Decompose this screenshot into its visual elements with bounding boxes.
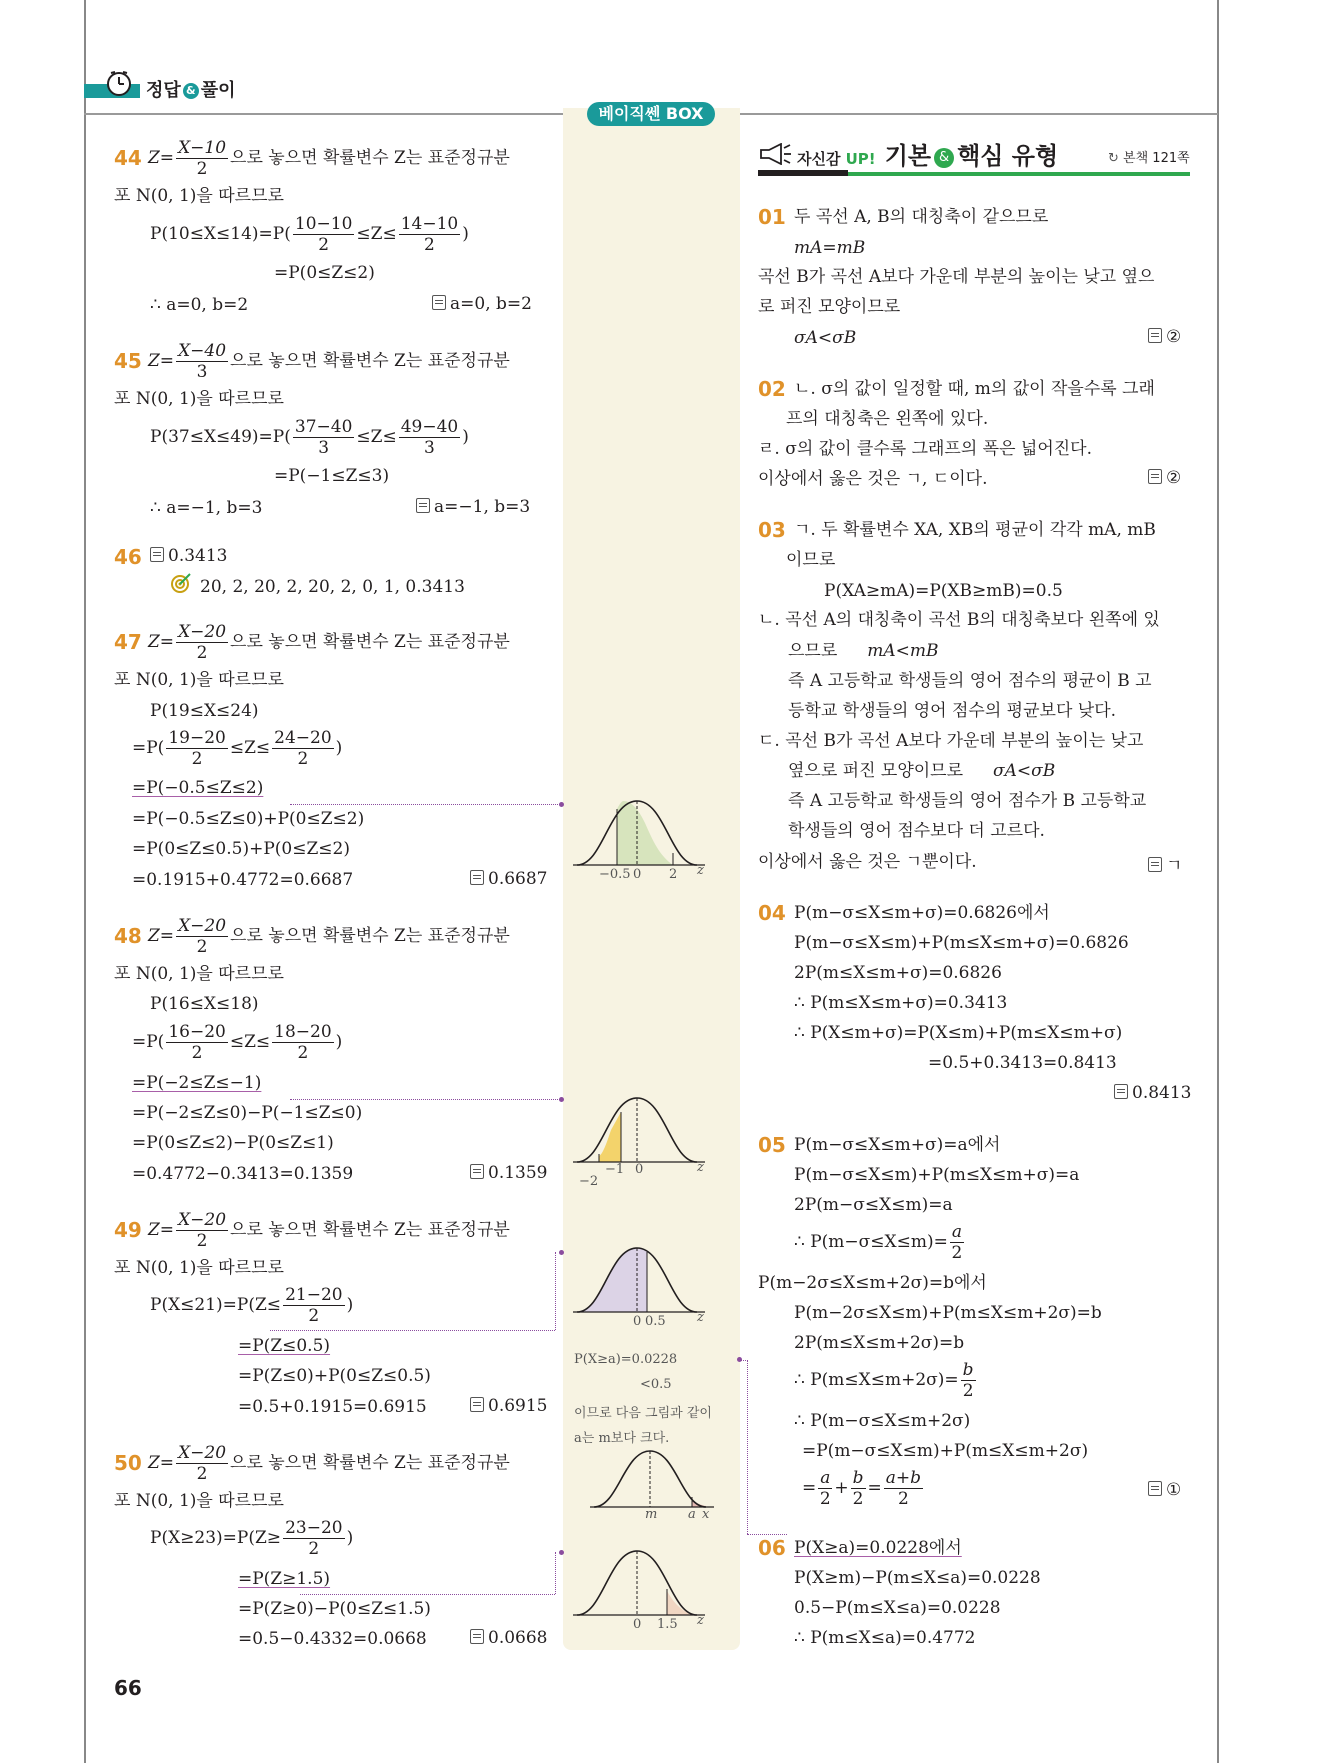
p47-line3: P(19≤X≤24) [150,701,259,721]
p06-line4: ∴ P(m≤X≤a)=0.4772 [794,1628,976,1648]
page-right-border [1217,0,1219,1763]
p05-line2: P(m−σ≤X≤m)+P(m≤X≤m+σ)=a [794,1165,1080,1185]
problem-49-number: 49 [114,1218,142,1242]
g06-label-x: x [702,1507,710,1522]
p45-line2: 포 N(0, 1)을 따르므로 [114,389,284,409]
p49-answer: 0.6915 [470,1396,547,1416]
p49-connector-dot [559,1250,564,1255]
p01-line5: σA<σB [794,328,857,348]
p48-line5: =P(−2≤Z≤−1) [132,1073,262,1093]
p49-line5: =P(Z≤0)+P(0≤Z≤0.5) [238,1366,431,1386]
p03-line8: ㄷ. 곡선 B가 곡선 A보다 가운데 부분의 높이는 낮고 [758,731,1144,751]
p47-line7: =P(0≤Z≤0.5)+P(0≤Z≤2) [132,839,350,859]
answer-icon [470,870,484,885]
problem-44-number: 44 [114,146,142,170]
p47-line1: Z= $\frac{X-20}{2}$ 으로 놓으면 확률변수 Z는 표준정규분 [148,622,510,663]
p48-line1: Z= $\frac{X-20}{2}$ 으로 놓으면 확률변수 Z는 표준정규분 [148,916,510,957]
p47-line6: =P(−0.5≤Z≤0)+P(0≤Z≤2) [132,809,365,829]
g48-label-z: z [697,1160,704,1175]
answer-icon [1148,857,1162,872]
p50-line5: =P(Z≥0)−P(0≤Z≤1.5) [238,1599,431,1619]
p01-line3: 곡선 B가 곡선 A보다 가운데 부분의 높이는 낮고 옆으 [758,267,1155,287]
p48-line4: =P( $\frac{16-20}{2}$ ≤Z≤ $\frac{18-20}{2}$ ) [132,1022,343,1063]
p50-line2: 포 N(0, 1)을 따르므로 [114,1491,284,1511]
p01-line4: 로 퍼진 모양이므로 [758,297,901,317]
p03-line4: ㄴ. 곡선 A의 대칭축이 곡선 B의 대칭축보다 왼쪽에 있 [758,610,1160,630]
p03-line9: 옆으로 퍼진 모양이므로 σA<σB [788,761,1056,781]
p05-line9: ∴ P(m−σ≤X≤m+2σ) [794,1411,971,1431]
right-title-small: 자신감 [797,150,841,168]
answer-icon [470,1164,484,1179]
header-title-suffix: 풀이 [200,80,236,101]
p03-line6: 즉 A 고등학교 학생들의 영어 점수의 평균이 B 고 [788,671,1152,691]
p49-line2: 포 N(0, 1)을 따르므로 [114,1258,284,1278]
g06-label-m: m [645,1507,658,1522]
graph-50 [573,1543,713,1639]
p04-line4: ∴ P(m≤X≤m+σ)=0.3413 [794,993,1008,1013]
p03-line10: 즉 A 고등학교 학생들의 영어 점수가 B 고등학교 [788,791,1147,811]
p50-connector-v [555,1552,556,1594]
p45-answer: a=−1, b=3 [416,497,530,517]
g49-label-z: z [697,1310,704,1325]
problem-45-number: 45 [114,349,142,373]
p50-line4: =P(Z≥1.5) [238,1569,331,1589]
p45-line3: P(37≤X≤49)=P( $\frac{37-40}{3}$ ≤Z≤ $\frac{49-40}{3}$ ) [150,417,469,458]
p47-line8: =0.1915+0.4772=0.6687 [132,870,354,890]
p06-line3: 0.5−P(m≤X≤a)=0.0228 [794,1598,1001,1618]
problem-03-number: 03 [758,518,786,542]
p05-line8: ∴ P(m≤X≤m+2σ)= $\frac{b}{2}$ [794,1360,974,1401]
p05-answer: ① [1148,1480,1181,1500]
p03-line5: 으므로 mA<mB [788,641,939,661]
p04-answer: 0.8413 [1114,1083,1191,1103]
p03-line1: ㄱ. 두 확률변수 XA, XB의 평균이 각각 mA, mB [794,520,1156,540]
p06-line2: P(X≥m)−P(m≤X≤a)=0.0228 [794,1568,1041,1588]
g49-label-0: 0 [633,1314,642,1329]
right-title-main1: 기본 [884,142,932,170]
p02-line1: ㄴ. σ의 값이 일정할 때, m의 값이 작을수록 그래 [794,379,1155,399]
p01-line1: 두 곡선 A, B의 대칭축이 같으므로 [794,207,1049,227]
p50-answer: 0.0668 [470,1628,547,1648]
p03-line7: 등학교 학생들의 영어 점수의 평균보다 낮다. [788,701,1117,721]
g50-label-15: 1.5 [657,1617,678,1632]
p47-line4: =P( $\frac{19-20}{2}$ ≤Z≤ $\frac{24-20}{2}$ ) [132,728,343,769]
answer-icon [470,1397,484,1412]
p50-line1: Z= $\frac{X-20}{2}$ 으로 놓으면 확률변수 Z는 표준정규분 [148,1443,510,1484]
refresh-icon: ↻ [1108,151,1119,166]
p05-line3: 2P(m−σ≤X≤m)=a [794,1195,953,1215]
page-left-border [84,0,86,1763]
header-title [146,76,236,102]
p50-connector-h [300,1594,555,1595]
g48-label-neg2: −2 [579,1174,599,1189]
p44-line3: P(10≤X≤14)=P( $\frac{10-10}{2}$ ≤Z≤ $\frac{14-10}{2}$ ) [150,214,469,255]
problem-06-number: 06 [758,1536,786,1560]
p05-line6: P(m−2σ≤X≤m)+P(m≤X≤m+2σ)=b [794,1303,1102,1323]
problem-46-number: 46 [114,545,142,569]
problem-47-number: 47 [114,630,142,654]
g47-label-z: z [697,863,704,878]
answer-icon [150,547,164,562]
graph-06 [590,1447,720,1521]
p49-line4: =P(Z≤0.5) [238,1336,331,1356]
note06-line1: P(X≥a)=0.0228 [574,1352,678,1367]
problem-01-number: 01 [758,205,786,229]
p49-connector-h [270,1330,555,1331]
p46-sub: 20, 2, 20, 2, 20, 2, 0, 1, 0.3413 [200,577,465,597]
problem-02-number: 02 [758,377,786,401]
p05-line7: 2P(m≤X≤m+2σ)=b [794,1333,965,1353]
p06-line1: P(X≥a)=0.0228에서 [794,1538,962,1558]
note06-connector-v [747,1360,748,1534]
note06-line3: 이므로 다음 그림과 같이 [574,1406,712,1421]
p45-line1: Z= $\frac{X-40}{3}$ 으로 놓으면 확률변수 Z는 표준정규분 [148,341,510,382]
right-ref: ↻ 본책 121쪽 [1108,151,1190,166]
right-title-main2: 핵심 유형 [957,142,1059,170]
p44-line1: Z= $\frac{X-10}{2}$ 으로 놓으면 확률변수 Z는 표준정규분 [148,138,510,179]
p03-line3: P(XA≥mA)=P(XB≥mB)=0.5 [824,581,1063,601]
p48-line7: =P(0≤Z≤2)−P(0≤Z≤1) [132,1133,334,1153]
p05-line11: = $\frac{a}{2}$ + $\frac{b}{2}$ = $\frac{a+b}{2}$ [802,1468,922,1509]
note06-line4: a는 m보다 크다. [574,1431,670,1446]
clock-icon [104,68,134,102]
p50-line3: P(X≥23)=P(Z≥ $\frac{23-20}{2}$ ) [150,1518,354,1559]
answer-icon [416,498,430,513]
p02-answer: ② [1148,468,1181,488]
p49-line1: Z= $\frac{X-20}{2}$ 으로 놓으면 확률변수 Z는 표준정규분 [148,1210,510,1251]
answer-icon [1148,469,1162,484]
right-header-black-bar [758,170,848,176]
p02-line2: 프의 대칭축은 왼쪽에 있다. [786,409,989,429]
p05-line5: P(m−2σ≤X≤m+2σ)=b에서 [758,1273,987,1293]
note06-connector-h [747,1534,787,1535]
p49-connector-v [555,1252,556,1330]
p05-line10: =P(m−σ≤X≤m)+P(m≤X≤m+2σ) [802,1441,1089,1461]
p48-line8: =0.4772−0.3413=0.1359 [132,1164,354,1184]
g47-label-0: 0 [633,867,642,882]
answer-icon [1148,1481,1162,1496]
g50-label-z: z [697,1613,704,1628]
p03-line2: 이므로 [786,550,836,570]
p04-line5: ∴ P(X≤m+σ)=P(X≤m)+P(m≤X≤m+σ) [794,1023,1123,1043]
p03-answer: ㄱ [1148,851,1182,876]
p04-line2: P(m−σ≤X≤m)+P(m≤X≤m+σ)=0.6826 [794,933,1129,953]
p05-line4: ∴ P(m−σ≤X≤m)= $\frac{a}{2}$ [794,1222,963,1263]
p45-line5: ∴ a=−1, b=3 [150,498,263,518]
p47-connector [290,804,560,805]
p50-connector-dot [559,1550,564,1555]
p48-line6: =P(−2≤Z≤0)−P(−1≤Z≤0) [132,1103,363,1123]
problem-05-number: 05 [758,1133,786,1157]
right-title-up: UP! [845,150,876,168]
graph-47 [573,793,713,889]
p48-answer: 0.1359 [470,1163,547,1183]
p47-connector-dot [559,802,564,807]
basic-box-label: 베이직쎈 BOX [587,102,715,126]
p04-line1: P(m−σ≤X≤m+σ)=0.6826에서 [794,903,1050,923]
megaphone-icon [758,143,792,169]
g47-label-2: 2 [669,867,678,882]
p47-answer: 0.6687 [470,869,547,889]
answer-icon [1148,328,1162,343]
g48-label-neg1: −1 [605,1162,625,1177]
p48-line2: 포 N(0, 1)을 따르므로 [114,964,284,984]
graph-48 [573,1090,713,1189]
p50-line6: =0.5−0.4332=0.0668 [238,1629,427,1649]
g49-label-05: 0.5 [645,1314,666,1329]
problem-48-number: 48 [114,924,142,948]
right-title-amp: & [934,148,954,168]
target-icon [170,572,192,598]
p01-line2: mA=mB [794,238,866,258]
right-section-title [797,136,1058,171]
g47-label-neg05: −0.5 [599,867,631,882]
p44-line2: 포 N(0, 1)을 따르므로 [114,186,284,206]
problem-04-number: 04 [758,901,786,925]
p05-line1: P(m−σ≤X≤m+σ)=a에서 [794,1135,1001,1155]
answer-icon [432,295,446,310]
p49-line3: P(X≤21)=P(Z≤ $\frac{21-20}{2}$ ) [150,1285,354,1326]
p48-line3: P(16≤X≤18) [150,994,259,1014]
p44-line5: ∴ a=0, b=2 [150,295,249,315]
header-amp: & [183,83,199,99]
g50-label-0: 0 [633,1617,642,1632]
g06-label-a: a [688,1507,696,1522]
p45-line4: =P(−1≤Z≤3) [274,466,390,486]
note06-line2: <0.5 [640,1377,672,1392]
page-number: 66 [114,1676,142,1700]
answer-icon [1114,1084,1128,1099]
answer-icon [470,1629,484,1644]
p04-line3: 2P(m≤X≤m+σ)=0.6826 [794,963,1002,983]
problem-50-number: 50 [114,1451,142,1475]
p49-line6: =0.5+0.1915=0.6915 [238,1397,427,1417]
p48-connector [290,1099,560,1100]
g48-label-0: 0 [635,1162,644,1177]
p03-line12: 이상에서 옳은 것은 ㄱ뿐이다. [758,852,977,872]
p01-answer: ② [1148,327,1181,347]
note06-connector-top [740,1360,748,1361]
header-title-prefix: 정답 [146,80,181,101]
p02-line4: 이상에서 옳은 것은 ㄱ, ㄷ이다. [758,469,988,489]
graph-49 [573,1240,713,1336]
p04-line6: =0.5+0.3413=0.8413 [928,1053,1117,1073]
p46-answer: 0.3413 [150,546,227,566]
p02-line3: ㄹ. σ의 값이 클수록 그래프의 폭은 넓어진다. [758,439,1093,459]
p44-line4: =P(0≤Z≤2) [274,263,375,283]
p03-line11: 학생들의 영어 점수보다 더 고르다. [788,821,1045,841]
p44-answer: a=0, b=2 [432,294,532,314]
p47-line2: 포 N(0, 1)을 따르므로 [114,670,284,690]
p48-connector-dot [559,1097,564,1102]
p47-line5: =P(−0.5≤Z≤2) [132,778,264,798]
